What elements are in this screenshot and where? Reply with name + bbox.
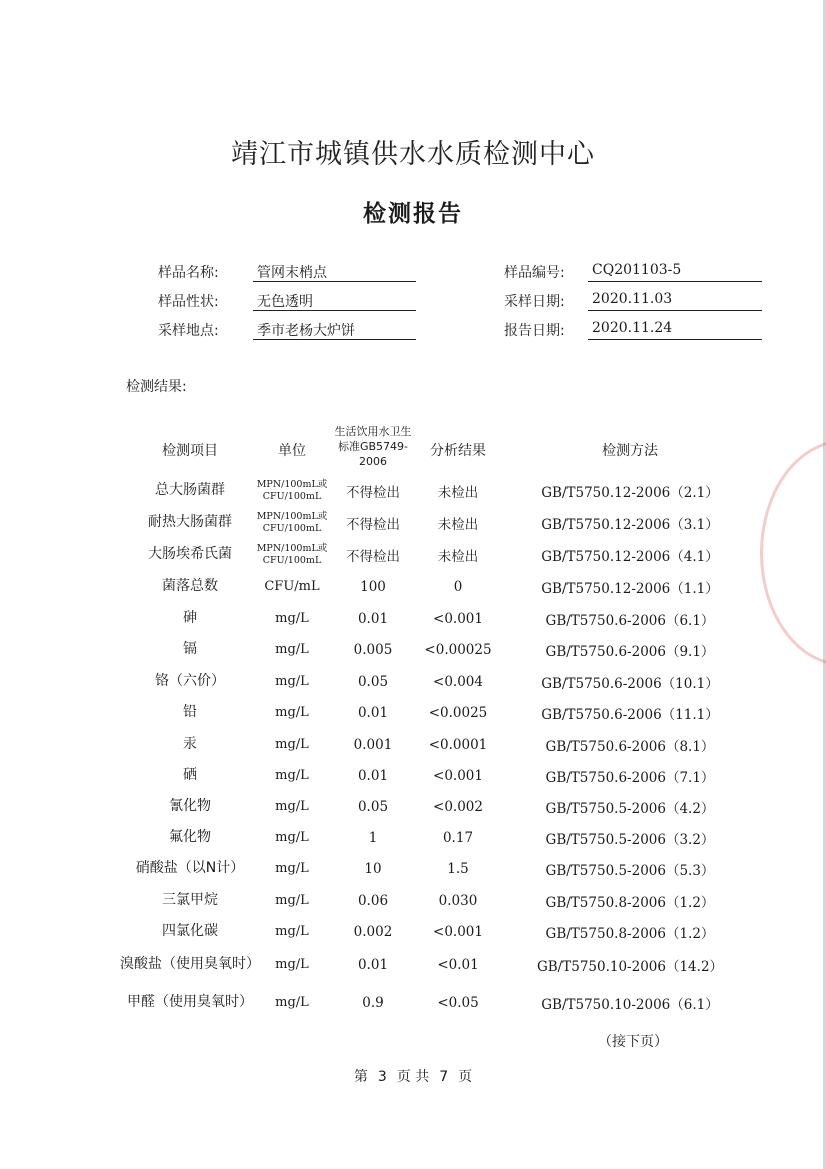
cell-standard: 0.05 <box>357 673 389 690</box>
cell-item: 三氯甲烷 <box>162 892 218 908</box>
cell-method: GB/T5750.6-2006（11.1） <box>541 706 719 723</box>
page-footer <box>0 1066 826 1086</box>
cell-result: <0.004 <box>433 673 483 690</box>
cell-standard: 0.01 <box>357 956 389 973</box>
cell-result: <0.01 <box>437 956 479 973</box>
table-row <box>0 916 826 947</box>
cell-method: GB/T5750.6-2006（6.1） <box>545 612 715 629</box>
cell-method: GB/T5750.6-2006（8.1） <box>545 738 715 755</box>
cell-unit: mg/L <box>275 830 309 845</box>
cell-method: GB/T5750.10-2006（14.2） <box>536 958 724 975</box>
cell-result: 0 <box>453 578 463 595</box>
cell-unit: mg/L <box>275 737 309 752</box>
location-value: 季市老杨大炉饼 <box>253 320 416 340</box>
sample-no-field <box>504 262 764 284</box>
footer-page-number: 3 <box>377 1069 387 1085</box>
cell-unit: mg/L <box>275 768 309 783</box>
sampling-date-label: 采样日期: <box>504 294 565 310</box>
table-row <box>0 539 826 570</box>
table-row <box>0 603 826 634</box>
cell-item: 氰化物 <box>169 798 211 814</box>
table-row <box>0 666 826 697</box>
cell-standard: 100 <box>360 578 386 595</box>
cell-unit: mg/L <box>275 642 309 657</box>
cell-result: <0.0001 <box>428 736 488 753</box>
header-unit: 单位 <box>278 443 306 459</box>
sampling-date-field <box>504 291 764 313</box>
report-date-label: 报告日期: <box>504 323 565 339</box>
header-method: 检测方法 <box>602 443 658 459</box>
cell-result: 0.030 <box>438 892 478 909</box>
cell-item: 耐热大肠菌群 <box>148 514 232 530</box>
cell-standard: 0.01 <box>357 610 389 627</box>
cell-unit: mg/L <box>275 924 309 939</box>
cell-method: GB/T5750.12-2006（2.1） <box>541 484 719 501</box>
footer-prefix: 第 <box>353 1069 368 1085</box>
table-row <box>0 853 826 884</box>
cell-standard: 0.01 <box>357 767 389 784</box>
sample-state-label: 样品性状: <box>158 294 219 310</box>
cell-method: GB/T5750.6-2006（9.1） <box>545 643 715 660</box>
cell-result: 未检出 <box>437 548 479 565</box>
cell-standard: 0.06 <box>357 892 389 909</box>
cell-unit: mg/L <box>275 799 309 814</box>
cell-unit: mg/L <box>275 893 309 908</box>
cell-item: 总大肠菌群 <box>155 482 225 498</box>
cell-unit: MPN/100mL或CFU/100mL <box>256 542 328 566</box>
cell-unit: mg/L <box>275 705 309 720</box>
continued-note: （接下页） <box>598 1034 668 1050</box>
sample-no-label: 样品编号: <box>504 265 565 281</box>
cell-standard: 1 <box>368 829 378 846</box>
cell-result: <0.001 <box>433 610 483 627</box>
cell-standard: 0.002 <box>353 923 393 940</box>
table-row <box>0 507 826 538</box>
cell-item: 铬（六价） <box>155 673 225 689</box>
table-row <box>0 885 826 916</box>
header-item: 检测项目 <box>162 443 218 459</box>
cell-result: 未检出 <box>437 484 479 501</box>
cell-item: 汞 <box>183 736 197 752</box>
cell-item: 大肠埃希氏菌 <box>148 546 232 562</box>
cell-method: GB/T5750.8-2006（1.2） <box>545 894 715 911</box>
organization-title: 靖江市城镇供水水质检测中心 <box>231 139 595 170</box>
table-row <box>0 475 826 506</box>
cell-item: 甲醛（使用臭氧时） <box>127 994 253 1010</box>
cell-method: GB/T5750.5-2006（5.3） <box>545 862 715 879</box>
cell-item: 氟化物 <box>169 829 211 845</box>
cell-method: GB/T5750.8-2006（1.2） <box>545 925 715 942</box>
sample-name-field <box>158 262 418 284</box>
cell-method: GB/T5750.5-2006（3.2） <box>545 831 715 848</box>
sampling-date-value: 2020.11.03 <box>588 291 762 311</box>
cell-method: GB/T5750.12-2006（3.1） <box>541 516 719 533</box>
cell-unit: mg/L <box>275 995 309 1010</box>
footer-suffix: 页 <box>458 1069 473 1085</box>
cell-item: 砷 <box>183 610 197 626</box>
report-title: 检测报告 <box>363 201 463 227</box>
cell-unit: mg/L <box>275 674 309 689</box>
cell-result: <0.001 <box>433 767 483 784</box>
table-row <box>0 729 826 760</box>
cell-unit: mg/L <box>275 861 309 876</box>
location-field <box>158 320 418 342</box>
cell-result: 未检出 <box>437 516 479 533</box>
cell-result: <0.00025 <box>424 641 492 658</box>
cell-method: GB/T5750.5-2006（4.2） <box>545 800 715 817</box>
results-heading: 检测结果: <box>126 379 187 395</box>
cell-result: <0.05 <box>437 994 479 1011</box>
cell-standard: 0.005 <box>353 641 393 658</box>
sample-no-value: CQ201103-5 <box>588 262 762 282</box>
header-result: 分析结果 <box>430 443 486 459</box>
report-date-value: 2020.11.24 <box>588 320 762 340</box>
cell-unit: MPN/100mL或CFU/100mL <box>256 478 328 502</box>
cell-unit: MPN/100mL或CFU/100mL <box>256 510 328 534</box>
cell-unit: mg/L <box>275 957 309 972</box>
cell-item: 硝酸盐（以N计） <box>135 860 245 876</box>
sample-state-field <box>158 291 418 313</box>
sample-name-label: 样品名称: <box>158 265 219 281</box>
footer-mid: 页 共 <box>396 1069 430 1085</box>
cell-unit: mg/L <box>275 611 309 626</box>
cell-standard: 0.01 <box>357 704 389 721</box>
cell-standard: 0.05 <box>357 798 389 815</box>
table-row <box>0 697 826 728</box>
header-standard: 生活饮用水卫生标准GB5749-2006 <box>334 425 412 468</box>
cell-item: 菌落总数 <box>162 578 218 594</box>
cell-standard: 不得检出 <box>346 516 400 533</box>
cell-result: 1.5 <box>447 860 469 877</box>
table-row <box>0 634 826 665</box>
table-row <box>0 791 826 822</box>
cell-method: GB/T5750.12-2006（1.1） <box>541 580 719 597</box>
cell-result: <0.0025 <box>428 704 488 721</box>
cell-result: <0.002 <box>433 798 483 815</box>
cell-standard: 10 <box>364 860 382 877</box>
location-label: 采样地点: <box>158 323 219 339</box>
table-row <box>0 987 826 1018</box>
cell-standard: 0.9 <box>362 994 384 1011</box>
cell-result: 0.17 <box>442 829 474 846</box>
cell-method: GB/T5750.6-2006（10.1） <box>541 675 719 692</box>
cell-result: <0.001 <box>433 923 483 940</box>
cell-method: GB/T5750.6-2006（7.1） <box>545 769 715 786</box>
table-row <box>0 571 826 602</box>
cell-unit: CFU/mL <box>264 579 320 594</box>
footer-total-pages: 7 <box>439 1069 449 1085</box>
cell-item: 溴酸盐（使用臭氧时） <box>120 956 260 972</box>
cell-standard: 不得检出 <box>346 484 400 501</box>
cell-method: GB/T5750.10-2006（6.1） <box>541 996 719 1013</box>
cell-standard: 不得检出 <box>346 548 400 565</box>
cell-item: 四氯化碳 <box>162 923 218 939</box>
cell-item: 铅 <box>183 704 197 720</box>
cell-method: GB/T5750.12-2006（4.1） <box>541 548 719 565</box>
table-row <box>0 822 826 853</box>
cell-item: 镉 <box>183 641 197 657</box>
sample-name-value: 管网末梢点 <box>253 262 416 282</box>
table-row <box>0 760 826 791</box>
table-row <box>0 949 826 980</box>
cell-standard: 0.001 <box>353 736 393 753</box>
cell-item: 硒 <box>183 767 197 783</box>
sample-state-value: 无色透明 <box>253 291 416 311</box>
report-date-field <box>504 320 764 342</box>
